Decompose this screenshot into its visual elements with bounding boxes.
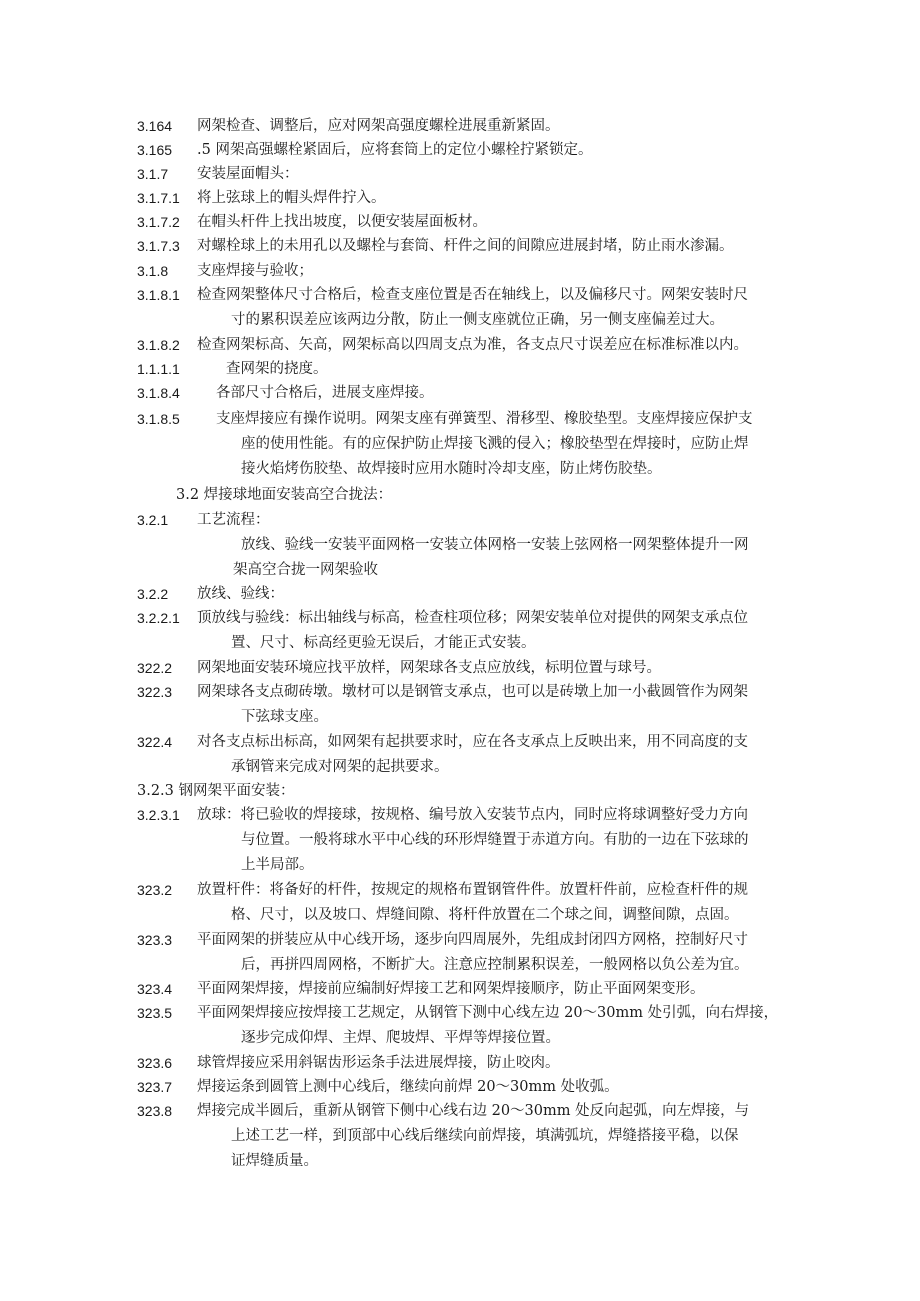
- clause-text-continuation: 上述工艺一样，到顶部中心线后继续向前焊接，填满弧坑，焊缝搭接平稳，以保: [231, 1128, 739, 1144]
- clause-text: 放置杆件：将备好的杆件，按规定的规格布置钢管件件。放置杆件前，应检查杆件的规: [197, 882, 748, 898]
- clause-text-continuation: 格、尺寸，以及坡口、焊缝间隙、将杆件放置在二个球之间，调整间隙，点固。: [231, 907, 739, 923]
- clause-number: 323.7: [137, 1079, 173, 1095]
- process-flow-text: 架高空合拢一网架验收: [233, 562, 378, 578]
- clause-number: 3.1.8.2: [137, 337, 180, 353]
- clause-text: 平面网架的拼装应从中心线开场，逐步向四周展外，先组成封闭四方网格，控制好尺寸: [197, 932, 748, 948]
- clause-number: 323.4: [137, 981, 173, 997]
- clause-text: 放球：将已验收的焊接球，按规格、编号放入安装节点内，同时应将球调整好受力方向: [197, 807, 748, 823]
- clause-number: 3.1.8.4: [137, 385, 180, 401]
- clause-text-continuation: 承钢管来完成对网架的起拱要求。: [231, 759, 449, 775]
- clause-number: 322.3: [137, 684, 173, 700]
- clause-text-continuation: 寸的累积误差应该两边分散，防止一侧支座就位正确，另一侧支座偏差过大。: [231, 312, 724, 328]
- clause-number: 322.4: [137, 734, 173, 750]
- clause-number: 3.1.8.1: [137, 287, 180, 303]
- clause-number: 3.2.1: [137, 512, 169, 528]
- clause-number: 3.2.2.1: [137, 610, 180, 626]
- clause-number: 3.1.7: [137, 166, 169, 182]
- clause-number: 3.1.8.5: [137, 411, 180, 427]
- process-flow-text: 放线、验线一安装平面网格一安装立体网格一安装上弦网格一网架整体提升一网: [241, 537, 749, 553]
- clause-number: 323.3: [137, 932, 173, 948]
- clause-text: 检查网架整体尺寸合格后，检查支座位置是否在轴线上，以及偏移尺寸。网架安装时尺: [197, 287, 748, 303]
- clause-text: .5 网架高强螺栓紧固后，应将套筒上的定位小螺栓拧紧锁定。: [197, 142, 593, 158]
- clause-text: 平面网架焊接应按焊接工艺规定，从钢管下测中心线左边 20～30mm 处引弧，向右焊接，: [197, 1005, 779, 1021]
- clause-text: 放线、验线：: [197, 586, 284, 602]
- clause-number: 3.1.7.2: [137, 214, 180, 230]
- clause-text: 焊接完成半圆后，重新从钢管下侧中心线右边 20～30mm 处反向起弧，向左焊接，与: [197, 1103, 750, 1119]
- clause-number: 323.8: [137, 1103, 173, 1119]
- clause-number: 322.2: [137, 660, 173, 676]
- clause-number: 3.2.2: [137, 586, 169, 602]
- clause-number: 323.2: [137, 882, 173, 898]
- clause-text: 顶放线与验线：标出轴线与标高，检查柱项位移；网架安装单位对提供的网架支承点位: [197, 610, 748, 626]
- clause-number: 3.1.8: [137, 263, 169, 279]
- clause-number: 323.6: [137, 1055, 173, 1071]
- clause-text: 对各支点标出标高，如网架有起拱要求时，应在各支承点上反映出来，用不同高度的支: [197, 734, 748, 750]
- clause-text: 安装屋面帽头：: [197, 166, 299, 182]
- clause-number: 3.164: [137, 118, 173, 134]
- clause-text-continuation: 下弦球支座。: [241, 709, 328, 725]
- clause-text: 将上弦球上的帽头焊件拧入。: [197, 190, 386, 206]
- clause-text-continuation: 置、尺寸、标高经更验无误后，才能正式安装。: [231, 635, 536, 651]
- clause-text: 球管焊接应采用斜锯齿形运条手法进展焊接，防止咬肉。: [197, 1055, 560, 1071]
- clause-text: 工艺流程：: [197, 512, 270, 528]
- clause-text-continuation: 上半局部。: [241, 857, 314, 873]
- clause-text: 对螺栓球上的未用孔以及螺栓与套筒、杆件之间的间隙应进展封堵，防止雨水渗漏。: [197, 238, 734, 254]
- clause-text: 在帽头杆件上找出坡度，以便安装屋面板材。: [197, 214, 487, 230]
- clause-text: 各部尺寸合格后，进展支座焊接。: [216, 385, 434, 401]
- clause-text-continuation: 接火焰烤伤胶垫、故焊接时应用水随时冷却支座，防止烤伤胶垫。: [241, 461, 662, 477]
- clause-text: 平面网架焊接，焊接前应编制好焊接工艺和网架焊接顺序，防止平面网架变形。: [197, 981, 705, 997]
- clause-text: 网架球各支点砌砖墩。墩材可以是钢管支承点，也可以是砖墩上加一小截圆管作为网架: [197, 684, 748, 700]
- clause-text-continuation: 座的使用性能。有的应保护防止焊接飞溅的侵入；橡胶垫型在焊接时，应防止焊: [241, 436, 749, 452]
- clause-text: 网架检查、调整后，应对网架高强度螺栓进展重新紧固。: [197, 118, 560, 134]
- clause-text-continuation: 后，再拼四周网格，不断扩大。注意应控制累积误差，一般网格以负公差为宜。: [241, 957, 749, 973]
- clause-text-continuation: 证焊缝质量。: [231, 1153, 318, 1169]
- clause-number: 3.1.7.3: [137, 238, 180, 254]
- clause-text: 网架地面安装环境应找平放样，网架球各支点应放线，标明位置与球号。: [197, 660, 661, 676]
- clause-number: 3.1.7.1: [137, 190, 180, 206]
- clause-text-continuation: 逐步完成仰焊、主焊、爬坡焊、平焊等焊接位置。: [241, 1030, 560, 1046]
- section-heading: 3.2 焊接球地面安装高空合拢法：: [176, 487, 393, 503]
- clause-number: 323.5: [137, 1005, 173, 1021]
- clause-text: 检查网架标高、矢高，网架标高以四周支点为准，各支点尺寸误差应在标准标准以内。: [197, 337, 748, 353]
- clause-text: 查网架的挠度。: [226, 361, 328, 377]
- clause-number: 3.2.3.1: [137, 807, 180, 823]
- clause-text: 支座焊接与验收；: [197, 263, 313, 279]
- clause-number: 1.1.1.1: [137, 361, 180, 377]
- clause-text: 支座焊接应有操作说明。网架支座有弹簧型、滑移型、橡胶垫型。支座焊接应保护支: [216, 411, 753, 427]
- clause-text: 焊接运条到圆管上测中心线后，继续向前焊 20～30mm 处收弧。: [197, 1079, 619, 1095]
- clause-number: 3.165: [137, 142, 173, 158]
- clause-text-continuation: 与位置。一般将球水平中心线的环形焊缝置于赤道方向。有肋的一边在下弦球的: [241, 832, 749, 848]
- section-heading: 3.2.3 钢网架平面安装：: [137, 783, 295, 799]
